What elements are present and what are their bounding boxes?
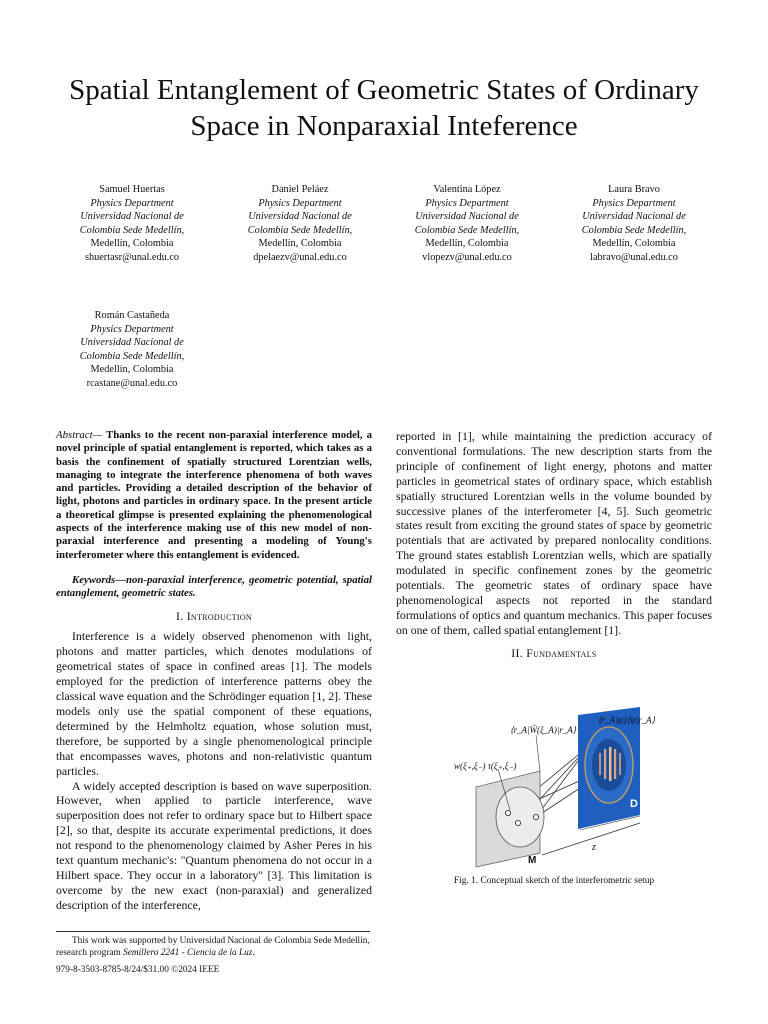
author-univ: Colombia Sede Medellín, <box>79 350 185 362</box>
author-email[interactable]: rcastane@unal.edu.co <box>86 377 178 389</box>
author-univ: Colombia Sede Medellín, <box>79 224 185 236</box>
title-line-2: Space in Nonparaxial Inteference <box>190 110 578 142</box>
label-M: M <box>528 855 537 866</box>
author-dept: Physics Department <box>592 197 676 209</box>
figure-caption: Fig. 1. Conceptual sketch of the interferometric setup <box>453 876 655 886</box>
author-block <box>225 183 375 264</box>
left-column <box>56 429 372 913</box>
author-univ: Colombia Sede Medellín, <box>414 224 520 236</box>
author-city: Medellín, Colombia <box>425 238 509 249</box>
author-dept: Physics Department <box>90 323 174 335</box>
keywords-text: non-paraxial interference, geometric potential, spatial entanglement, geometric states. <box>56 573 372 600</box>
abstract <box>56 429 372 562</box>
author-dept: Physics Department <box>258 197 342 209</box>
section-title: Introduction <box>186 608 253 623</box>
figure-svg <box>440 705 660 870</box>
section-number: II. <box>511 645 527 660</box>
author-univ: Colombia Sede Medellín, <box>581 224 687 236</box>
footnote-program: Semillero 2241 - Ciencia de la Luz <box>123 948 253 958</box>
right-paragraph-1: reported in [1], while maintaining the prediction accuracy of conventional formulations. The new description starts from the principle of confinement of light energy, photons and matter particles in geometrical states of ordinary space, which establish spatially structured Lorentzian wells in the volume bounded by successive planes of the interferometer [4, 5]. Such geometric states result from exciting the ground states of space by geometric potentials that are activated by prepared nonlocality conditions. The ground states establish Lorentzian wells, which are spatially modulated in specific confinement zones by the geometric potentials. The geometric states of ordinary space have phenomenological aspects not reported in the standard formulations of optics and quantum mechanics. This paper focuses on one of them, called spatial entanglement [1]. <box>396 429 712 637</box>
footnote-rule <box>56 931 370 932</box>
author-name: Román Castañeda <box>94 310 170 321</box>
isbn-copyright: 979-8-3503-8785-8/24/$31.00 ©2024 IEEE <box>56 965 220 975</box>
author-dept: Physics Department <box>425 197 509 209</box>
author-block <box>392 183 542 264</box>
fringe <box>599 753 601 775</box>
author-univ: Colombia Sede Medellín, <box>247 224 353 236</box>
author-univ: Universidad Nacional de <box>80 337 184 348</box>
author-univ: Universidad Nacional de <box>582 211 686 222</box>
fringe <box>614 749 616 779</box>
title-line-1: Spatial Entanglement of Geometric States of Ordinary <box>69 74 699 106</box>
author-city: Medellín, Colombia <box>90 364 174 375</box>
intro-paragraph-2: A widely accepted description is based on wave superposition. However, when applied to particle interference, wave superposition does not refer to ordinary space but to Hilbert space [2], so that, despite its accurate experimental predictions, it does not respond to the phenomenology claimed by Asher Peres in his text quantum mechanic's: "Quantum phenomena do not occur in a Hilbert space. They occur in a laboratory" [3]. This limitation is overcome by the new exact (non-paraxial) and generalized description of the interference, <box>56 778 372 912</box>
section-number: I. <box>175 608 187 623</box>
author-name: Samuel Huertas <box>99 184 165 195</box>
footnote-text: This work was supported by Universidad Nacional de Colombia Sede Medellín, research program <box>56 936 370 958</box>
author-email[interactable]: dpelaezv@unal.edu.co <box>253 251 347 263</box>
author-univ: Universidad Nacional de <box>415 211 519 222</box>
author-city: Medellín, Colombia <box>90 238 174 249</box>
section-heading-fundamentals <box>396 646 712 661</box>
author-email[interactable]: labravo@unal.edu.co <box>590 251 678 263</box>
abstract-text: Thanks to the recent non-paraxial interference model, a novel principle of spatial entanglement is reported, which takes as a basis the confinement of spatially structured Lorentzian wells, managing to integrate the interference phenomena of both waves and particles. Providing a detailed description of the behavior of light, photons and particles in ordinary space. In the present article a theoretical glimpse is presented explaining the phenomenological aspects of the interference making use of this new model of non-paraxial interference and presenting a modeling of Young's interferometer where this entanglement is evidenced. <box>56 429 372 561</box>
keywords-lead: Keywords— <box>72 573 126 586</box>
fringe <box>604 749 606 779</box>
author-name: Daniel Peláez <box>271 184 329 195</box>
aperture-point <box>505 810 510 815</box>
fringe <box>619 753 621 775</box>
figure-interferometric-setup <box>440 705 660 870</box>
label-z: z <box>592 842 596 853</box>
footnote <box>56 935 370 959</box>
author-univ: Universidad Nacional de <box>80 211 184 222</box>
author-city: Medellín, Colombia <box>258 238 342 249</box>
label-psi-projector: ⟨r_A|ψ⟩⟨ψ|r_A⟩ <box>598 715 656 725</box>
author-dept: Physics Department <box>90 197 174 209</box>
footnote-end: . <box>252 948 255 958</box>
intro-paragraph-1: Interference is a widely observed phenomenon with light, photons and matter particles, which denotes modulations of geometrical states of space in confined areas [1]. The models employed for the prediction of interference patterns obey the classical wave equation and the Schrödinger equation [1, 2]. These models only use the spatial component of these equations, determined by the Helmholtz equation, whose solution must, therefore, be supported by a single phenomenological principle that encompasses waves, photons and non-relativistic quantum particles. <box>56 629 372 778</box>
author-city: Medellín, Colombia <box>592 238 676 249</box>
label-w-tau: w(ξ₊,ξ₋) τ(ξ₊,ξ₋) <box>454 761 517 771</box>
paper-title <box>40 72 728 144</box>
abstract-lead: Abstract— <box>56 429 103 441</box>
pointer-line <box>536 735 540 771</box>
right-column <box>396 429 712 667</box>
keywords <box>56 574 372 601</box>
author-block <box>57 309 207 390</box>
aperture-point <box>515 820 520 825</box>
author-univ: Universidad Nacional de <box>248 211 352 222</box>
author-block <box>57 183 207 264</box>
z-axis <box>542 823 640 855</box>
author-name: Laura Bravo <box>608 184 660 195</box>
section-heading-introduction <box>56 609 372 624</box>
author-name: Valentina López <box>433 184 501 195</box>
label-D: D <box>630 798 638 810</box>
fringe <box>609 747 611 781</box>
author-email[interactable]: vlopezv@unal.edu.co <box>422 251 512 263</box>
section-title: Fundamentals <box>526 645 597 660</box>
label-w-operator: ⟨r_A|Ŵ(ξ_A)|r_A⟩ <box>510 725 577 735</box>
author-email[interactable]: shuertasr@unal.edu.co <box>84 251 180 263</box>
aperture-point <box>533 814 538 819</box>
author-block <box>559 183 709 264</box>
